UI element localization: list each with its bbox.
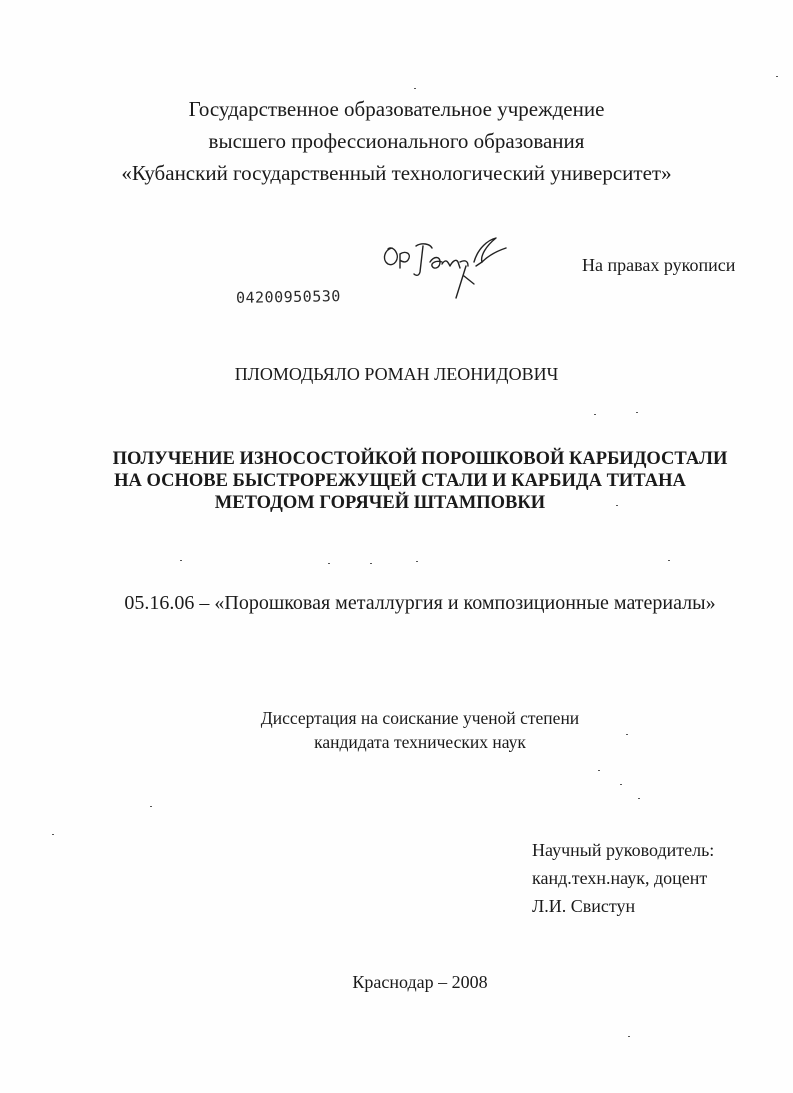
scan-speck xyxy=(594,414,596,415)
scan-speck xyxy=(414,88,416,89)
supervisor-label: Научный руководитель: xyxy=(532,840,715,860)
scan-speck xyxy=(416,561,418,562)
scan-speck xyxy=(180,560,182,561)
title-line-1: ПОЛУЧЕНИЕ ИЗНОСОСТОЙКОЙ ПОРОШКОВОЙ КАРБИДОСТАЛИ xyxy=(112,449,728,469)
scan-speck xyxy=(620,784,622,785)
archive-number: 04200950530 xyxy=(235,287,341,307)
author-name: ПЛОМОДЬЯЛО РОМАН ЛЕОНИДОВИЧ xyxy=(234,364,559,384)
place-and-year: Краснодар – 2008 xyxy=(352,972,488,992)
institution-line-2: высшего профессионального образования xyxy=(208,129,585,153)
scan-speck xyxy=(370,563,372,564)
institution-line-1: Государственное образовательное учреждение xyxy=(188,97,605,121)
scan-speck xyxy=(616,505,618,506)
signature-icon xyxy=(378,232,513,300)
institution-line-3: «Кубанский государственный технологический университет» xyxy=(121,161,672,185)
rights-note: На правах рукописи xyxy=(582,255,736,275)
scan-speck xyxy=(776,76,778,77)
supervisor-rank: канд.техн.наук, доцент xyxy=(532,868,708,888)
scan-speck xyxy=(150,806,152,807)
scan-speck xyxy=(638,798,640,799)
specialty-code: 05.16.06 – «Порошковая металлургия и композиционные материалы» xyxy=(124,592,716,614)
degree-line-2: кандидата технических наук xyxy=(314,732,526,752)
scan-speck xyxy=(598,770,600,771)
degree-line-1: Диссертация на соискание ученой степени xyxy=(260,708,580,728)
scan-speck xyxy=(668,560,670,561)
scan-speck xyxy=(52,834,54,835)
scan-speck xyxy=(628,1036,630,1037)
scan-speck xyxy=(626,734,628,735)
scan-speck xyxy=(328,563,330,564)
scan-speck xyxy=(636,412,638,413)
title-line-3: МЕТОДОМ ГОРЯЧЕЙ ШТАМПОВКИ xyxy=(214,493,546,513)
title-line-2: НА ОСНОВЕ БЫСТРОРЕЖУЩЕЙ СТАЛИ И КАРБИДА ТИТАНА xyxy=(114,471,686,491)
supervisor-name: Л.И. Свистун xyxy=(532,896,636,916)
